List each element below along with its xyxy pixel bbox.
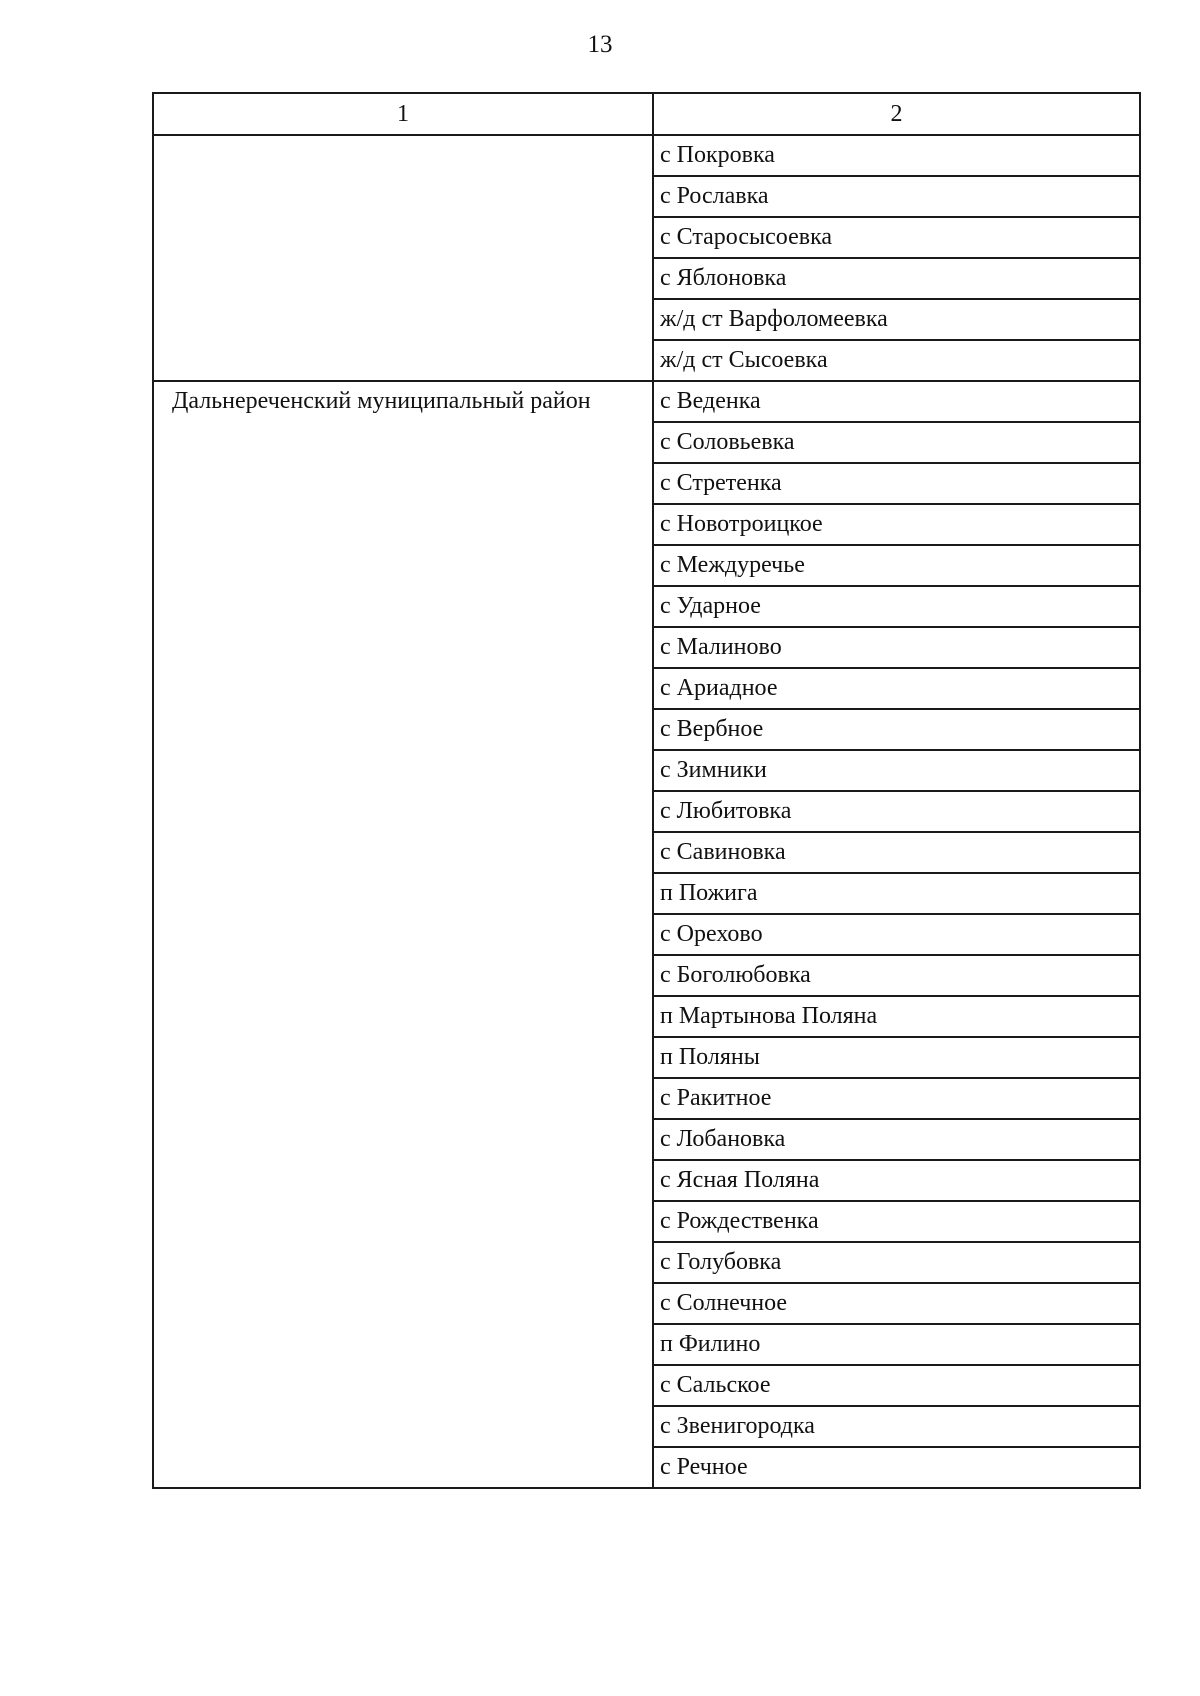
table-body xyxy=(153,93,1140,1488)
settlement-cell: с Орехово xyxy=(653,914,1140,955)
settlement-cell: с Голубовка xyxy=(653,1242,1140,1283)
settlement-cell: с Соловьевка xyxy=(653,422,1140,463)
settlement-cell: ж/д ст Сысоевка xyxy=(653,340,1140,381)
settlement-cell: п Филино xyxy=(653,1324,1140,1365)
settlement-cell: с Покровка xyxy=(653,135,1140,176)
settlement-cell: с Яблоновка xyxy=(653,258,1140,299)
settlement-cell: с Старосысоевка xyxy=(653,217,1140,258)
settlement-cell: с Новотроицкое xyxy=(653,504,1140,545)
district-cell: Дальнереченский муниципальный район xyxy=(153,381,653,1488)
settlement-cell: с Рославка xyxy=(653,176,1140,217)
settlement-cell: с Веденка xyxy=(653,381,1140,422)
settlement-cell: с Стретенка xyxy=(653,463,1140,504)
settlement-cell: с Солнечное xyxy=(653,1283,1140,1324)
settlement-cell: с Боголюбовка xyxy=(653,955,1140,996)
settlement-cell: с Звенигородка xyxy=(653,1406,1140,1447)
column-header-1: 1 xyxy=(153,93,653,135)
settlement-cell: с Зимники xyxy=(653,750,1140,791)
settlement-cell: с Ракитное xyxy=(653,1078,1140,1119)
settlement-cell: с Ариадное xyxy=(653,668,1140,709)
district-cell xyxy=(153,135,653,381)
settlement-cell: с Междуречье xyxy=(653,545,1140,586)
settlement-cell: с Лобановка xyxy=(653,1119,1140,1160)
settlement-cell: с Малиново xyxy=(653,627,1140,668)
settlement-cell: п Пожига xyxy=(653,873,1140,914)
page-number: 13 xyxy=(587,31,613,58)
settlements-table xyxy=(152,92,1141,1489)
settlement-cell: с Любитовка xyxy=(653,791,1140,832)
table-row xyxy=(153,135,1140,176)
table-header-row xyxy=(153,93,1140,135)
settlement-cell: с Рождественка xyxy=(653,1201,1140,1242)
settlement-cell: с Ударное xyxy=(653,586,1140,627)
column-header-2: 2 xyxy=(653,93,1140,135)
table-row xyxy=(153,381,1140,422)
settlement-cell: с Савиновка xyxy=(653,832,1140,873)
settlement-cell: ж/д ст Варфоломеевка xyxy=(653,299,1140,340)
settlement-cell: п Мартынова Поляна xyxy=(653,996,1140,1037)
settlement-cell: с Речное xyxy=(653,1447,1140,1488)
settlement-cell: с Ясная Поляна xyxy=(653,1160,1140,1201)
settlement-cell: с Сальское xyxy=(653,1365,1140,1406)
settlement-cell: с Вербное xyxy=(653,709,1140,750)
settlement-cell: п Поляны xyxy=(653,1037,1140,1078)
